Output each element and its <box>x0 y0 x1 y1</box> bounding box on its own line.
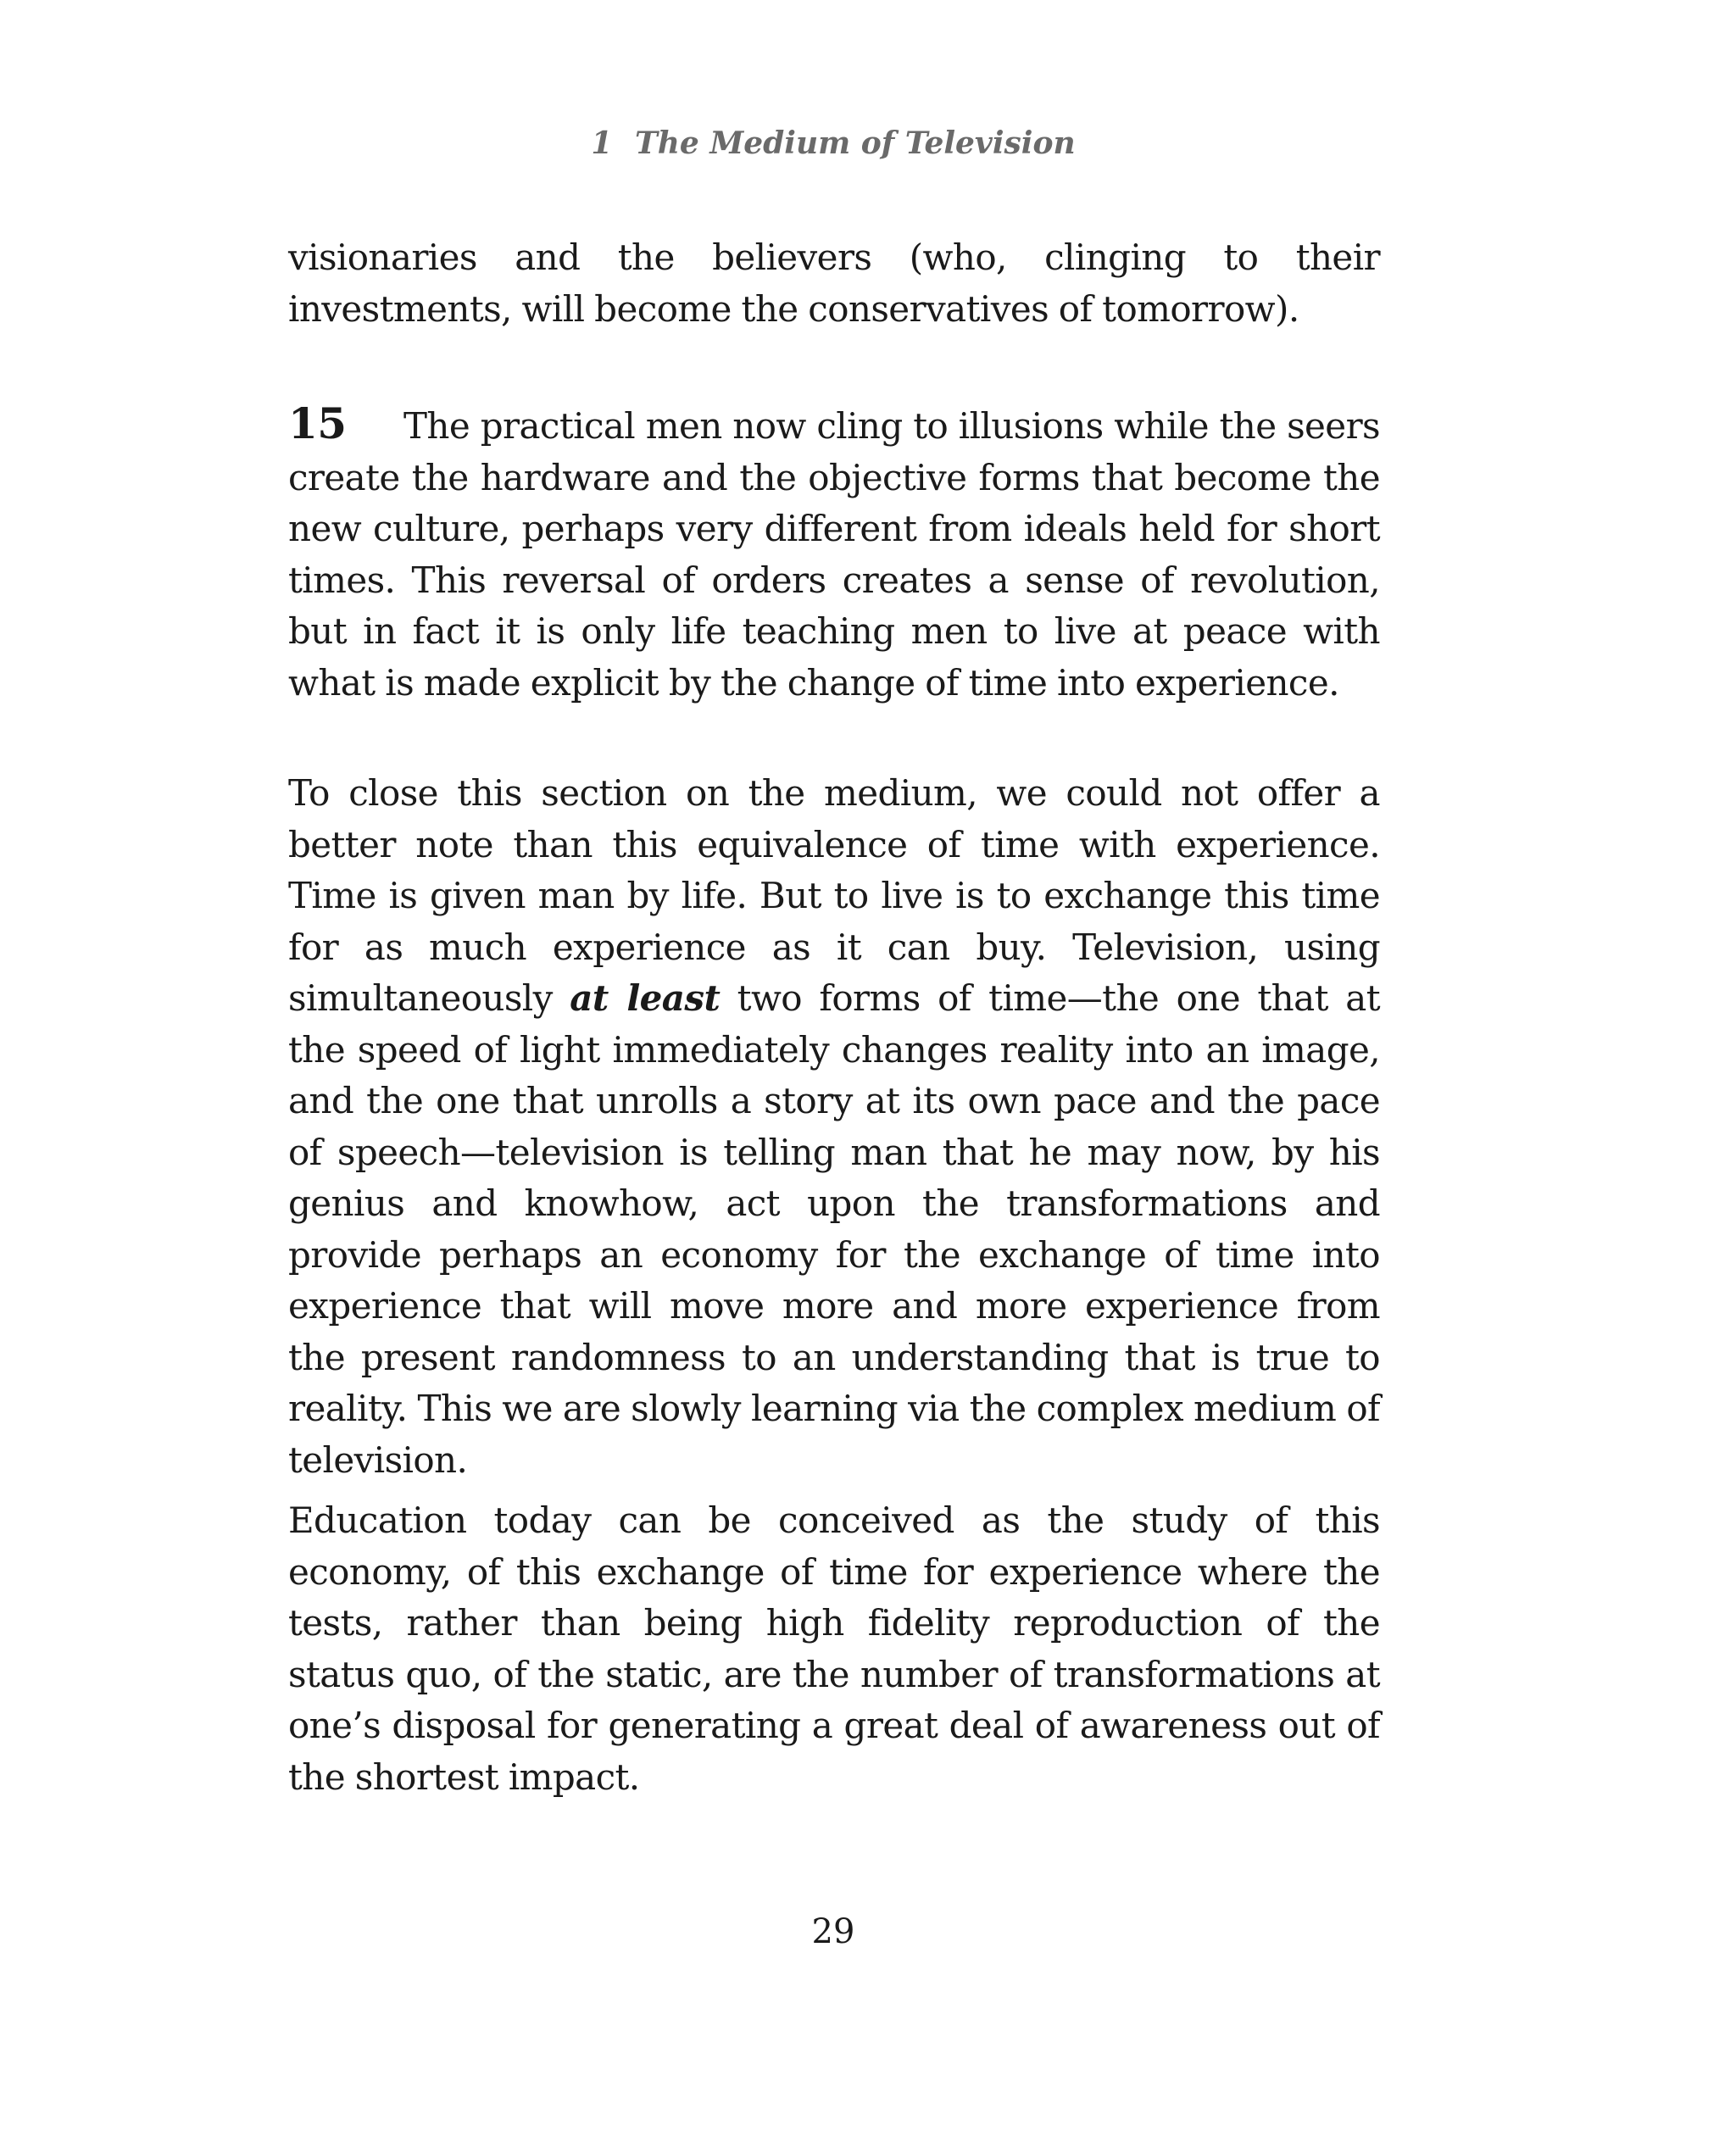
paragraph-education <box>288 1495 1380 1803</box>
page-number: 29 <box>811 1912 855 1951</box>
paragraph-education-text: Education today can be conceived as the study of this economy, of this exchange of time for experience where the tests, rather than being high fidelity reproduction of the status quo, of the static, are the number of transformations at one’s disposal for generating a great deal of awareness out of the shortest impact. <box>288 1499 1380 1798</box>
chapter-number: 1 <box>591 125 613 161</box>
paragraph-continued <box>288 232 1380 335</box>
section-15-text: The practical men now cling to illusions while the seers create the hardware and the objective forms that become the new culture, perhaps very different from ideals held for short times. This reversal of orders creates a sense of revolution, but in fact it is only life teaching men to live at peace with what is made explicit by the change of time into experience. <box>288 405 1380 704</box>
running-head <box>0 125 1666 161</box>
closing-text-after: two forms of time—the one that at the speed of light immediately changes reality into an image, and the one that unrolls a story at its own pace and the pace of speech—television is telling man that he may now, by his genius and knowhow, act upon the transformations and provide perhaps an economy for the exchange of time into experience that will move more and more experience from the present randomness to an understanding that is true to reality. This we are slowly learning via the complex medium of television. <box>288 977 1380 1481</box>
paragraph-section-15 <box>288 398 1380 709</box>
paragraph-closing <box>288 768 1380 1486</box>
closing-text-before: To close this section on the medium, we could not offer a better note than this equivalence of time with experience. Time is given man by life. But to live is to exchange this time for as much experience as it can buy. Television, using simultaneously <box>288 772 1380 1019</box>
chapter-title: The Medium of Television <box>634 125 1076 161</box>
paragraph-continued-text: visionaries and the believers (who, clinging to their investments, will become the conservatives of tomorrow). <box>288 236 1380 330</box>
section-number: 15 <box>288 398 347 448</box>
closing-emphasis: at least <box>570 977 721 1019</box>
